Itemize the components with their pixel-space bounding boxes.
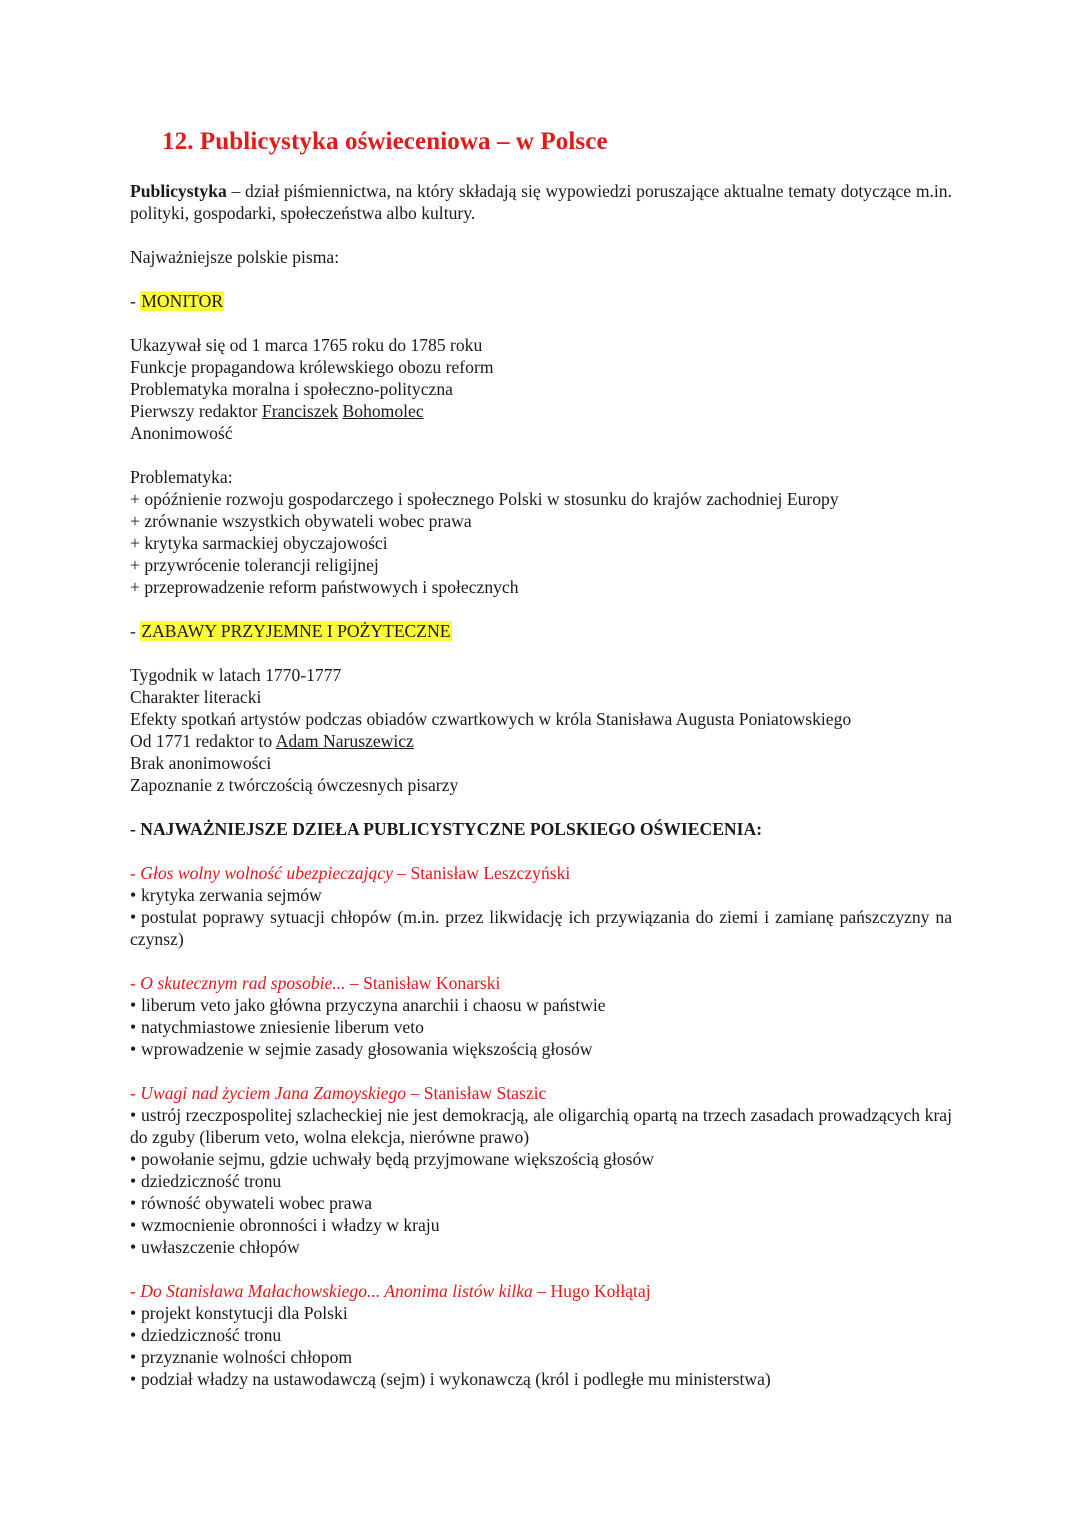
- work-author: – Stanisław Konarski: [345, 973, 501, 993]
- work-point: • dziedziczność tronu: [130, 1324, 952, 1346]
- work-point: • przyznanie wolności chłopom: [130, 1346, 952, 1368]
- work-point: • krytyka zerwania sejmów: [130, 884, 952, 906]
- definition-text: – dział piśmiennictwa, na który składają się wypowiedzi poruszające aktualne tematy dotyczące m.in. polityki, gospodarki, społeczeństwa albo kultury.: [130, 181, 952, 223]
- zabawy-editor-prefix: Od 1771 redaktor to: [130, 731, 276, 751]
- monitor-problem: + przeprowadzenie reform państwowych i społecznych: [130, 577, 519, 597]
- monitor-problems-heading: Problematyka:: [130, 467, 233, 487]
- work-author: – Stanisław Leszczyński: [392, 863, 571, 883]
- work-point: • równość obywateli wobec prawa: [130, 1192, 952, 1214]
- work-title: Głos wolny wolność ubezpieczający: [140, 863, 393, 883]
- work-point: • projekt konstytucji dla Polski: [130, 1302, 952, 1324]
- monitor-editor-first: Franciszek: [261, 401, 339, 421]
- zabawy-editor: [130, 730, 952, 752]
- monitor-problem: + krytyka sarmackiej obyczajowości: [130, 533, 388, 553]
- monitor-editor-last: Bohomolec: [342, 401, 424, 421]
- work-title-line: [130, 1280, 952, 1302]
- zabawy-fact: Charakter literacki: [130, 687, 262, 707]
- zabawy-fact: Zapoznanie z twórczością ówczesnych pisarzy: [130, 775, 459, 795]
- monitor-problem: + opóźnienie rozwoju gospodarczego i społecznego Polski w stosunku do krajów zachodniej Europy: [130, 489, 839, 509]
- monitor-fact: Problematyka moralna i społeczno-polityczna: [130, 379, 453, 399]
- work-title: Uwagi nad życiem Jana Zamoyskiego: [140, 1083, 407, 1103]
- intro-text: Najważniejsze polskie pisma:: [130, 247, 340, 267]
- work-dash: -: [130, 1083, 141, 1103]
- work-point: • powołanie sejmu, gdzie uchwały będą przyjmowane większością głosów: [130, 1148, 952, 1170]
- page-title: 12. Publicystyka oświeceniowa – w Polsce: [162, 128, 608, 155]
- work-point: • postulat poprawy sytuacji chłopów (m.in. przez likwidację ich przywiązania do ziemi i zamianę pańszczyzny na czynsz): [130, 906, 952, 950]
- work-author: – Stanisław Staszic: [406, 1083, 547, 1103]
- work-point: • wprowadzenie w sejmie zasady głosowania większością głosów: [130, 1038, 952, 1060]
- zabawy-heading: [130, 620, 952, 642]
- work-point: • natychmiastowe zniesienie liberum veto: [130, 1016, 952, 1038]
- monitor-heading: [130, 290, 952, 312]
- work-point: • wzmocnienie obronności i władzy w kraju: [130, 1214, 952, 1236]
- zabawy-fact: Tygodnik w latach 1770-1777: [130, 665, 342, 685]
- work-dash: -: [130, 973, 141, 993]
- monitor-fact: Ukazywał się od 1 marca 1765 roku do 1785 roku: [130, 335, 483, 355]
- definition-term: Publicystyka: [130, 181, 227, 201]
- zabawy-editor-name: Adam Naruszewicz: [275, 731, 414, 751]
- work-title: Do Stanisława Małachowskiego... Anonima listów kilka: [140, 1281, 533, 1301]
- monitor-editor-prefix: Pierwszy redaktor: [130, 401, 262, 421]
- work-title-line: [130, 1082, 952, 1104]
- work-point: • ustrój rzeczpospolitej szlacheckiej nie jest demokracją, ale oligarchią opartą na trzech zasadach prowadzących kraj do zguby (liberum veto, wolna elekcja, nierówne prawo): [130, 1104, 952, 1148]
- monitor-problem: + przywrócenie tolerancji religijnej: [130, 555, 379, 575]
- monitor-name: MONITOR: [141, 291, 224, 311]
- zabawy-dash: -: [130, 621, 141, 641]
- work-point: • podział władzy na ustawodawczą (sejm) i wykonawczą (król i podległe mu ministerstwa): [130, 1368, 952, 1390]
- work-title-line: [130, 862, 952, 884]
- zabawy-name: ZABAWY PRZYJEMNE I POŻYTECZNE: [141, 621, 451, 641]
- work-point: • liberum veto jako główna przyczyna anarchii i chaosu w państwie: [130, 994, 952, 1016]
- work-point: • dziedziczność tronu: [130, 1170, 952, 1192]
- zabawy-fact: Efekty spotkań artystów podczas obiadów czwartkowych w króla Stanisława Augusta Poniatowskiego: [130, 709, 852, 729]
- work-dash: -: [130, 1281, 141, 1301]
- work-title: O skutecznym rad sposobie...: [140, 973, 346, 993]
- monitor-fact: Funkcje propagandowa królewskiego obozu reform: [130, 357, 494, 377]
- monitor-problem: + zrównanie wszystkich obywateli wobec prawa: [130, 511, 472, 531]
- definition-paragraph: [130, 180, 952, 224]
- work-point: • uwłaszczenie chłopów: [130, 1236, 952, 1258]
- monitor-fact: Anonimowość: [130, 423, 233, 443]
- zabawy-fact: Brak anonimowości: [130, 753, 272, 773]
- work-dash: -: [130, 863, 141, 883]
- monitor-editor: [130, 400, 952, 422]
- monitor-dash: -: [130, 291, 141, 311]
- work-author: – Hugo Kołłątaj: [532, 1281, 651, 1301]
- document-body: [130, 180, 952, 1390]
- works-heading: - NAJWAŻNIEJSZE DZIEŁA PUBLICYSTYCZNE POLSKIEGO OŚWIECENIA:: [130, 819, 763, 839]
- work-title-line: [130, 972, 952, 994]
